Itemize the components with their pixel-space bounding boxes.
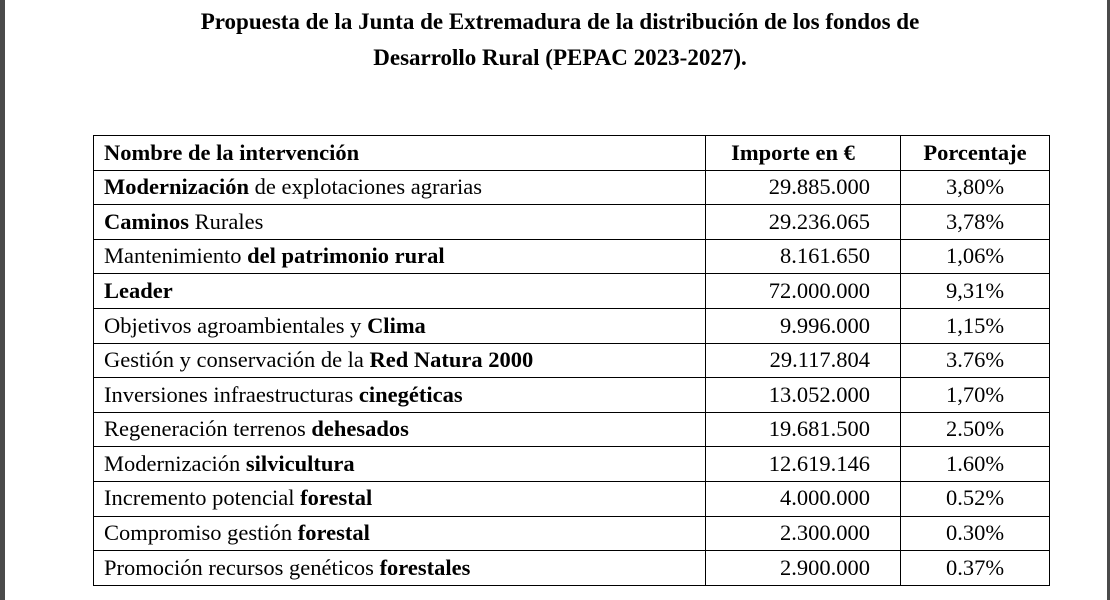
table-row [94, 170, 1050, 205]
percentage-cell: 0.30% [901, 516, 1050, 551]
amount-cell: 29.885.000 [706, 170, 901, 205]
header-intervention-name: Nombre de la intervención [94, 136, 706, 171]
intervention-name-cell [94, 378, 706, 413]
intervention-name-text: Promoción recursos genéticos [104, 554, 380, 580]
percentage-cell: 2.50% [901, 412, 1050, 447]
intervention-name-emphasis: Leader [104, 277, 173, 303]
header-amount: Importe en € [706, 136, 901, 171]
table-row [94, 205, 1050, 240]
intervention-name-text: Objetivos agroambientales y [104, 312, 368, 338]
intervention-name-cell [94, 516, 706, 551]
intervention-name-cell [94, 274, 706, 309]
intervention-name-cell [94, 343, 706, 378]
table-row [94, 551, 1050, 586]
percentage-cell: 9,31% [901, 274, 1050, 309]
intervention-name-text: Inversiones infraestructuras [104, 381, 359, 407]
intervention-name-emphasis: Modernización [104, 174, 249, 200]
intervention-name-emphasis: Red Natura 2000 [369, 347, 534, 373]
table-row [94, 343, 1050, 378]
percentage-cell: 1,70% [901, 378, 1050, 413]
table-row [94, 412, 1050, 447]
amount-cell: 8.161.650 [706, 239, 901, 274]
table-row [94, 378, 1050, 413]
intervention-name-text: Mantenimiento [104, 243, 248, 269]
intervention-name-emphasis: dehesados [311, 416, 409, 442]
percentage-cell: 0.37% [901, 551, 1050, 586]
intervention-name-cell [94, 412, 706, 447]
intervention-name-text: Gestión y conservación de la [104, 347, 370, 373]
intervention-name-text: Compromiso gestión [104, 520, 298, 546]
amount-cell: 29.117.804 [706, 343, 901, 378]
intervention-name-cell [94, 205, 706, 240]
intervention-name-cell [94, 239, 706, 274]
table-row [94, 308, 1050, 343]
table-row [94, 481, 1050, 516]
intervention-name-emphasis: silvicultura [245, 450, 355, 476]
amount-cell: 4.000.000 [706, 481, 901, 516]
intervention-name-cell [94, 170, 706, 205]
intervention-name-emphasis: cinegéticas [358, 381, 463, 407]
amount-cell: 12.619.146 [706, 447, 901, 482]
intervention-name-text: de explotaciones agrarias [248, 174, 483, 200]
percentage-cell: 1,15% [901, 308, 1050, 343]
intervention-name-emphasis: Caminos [104, 208, 190, 234]
intervention-name-text: Incremento potencial [104, 485, 301, 511]
intervention-name-emphasis: forestales [379, 554, 471, 580]
amount-cell: 2.300.000 [706, 516, 901, 551]
document-title [40, 4, 1080, 76]
amount-cell: 29.236.065 [706, 205, 901, 240]
window-left-border [0, 0, 5, 600]
intervention-name-emphasis: forestal [300, 485, 373, 511]
table-body [94, 170, 1050, 585]
percentage-cell: 1.60% [901, 447, 1050, 482]
amount-cell: 72.000.000 [706, 274, 901, 309]
intervention-name-emphasis: del patrimonio rural [247, 243, 445, 269]
intervention-name-emphasis: forestal [297, 520, 370, 546]
amount-cell: 13.052.000 [706, 378, 901, 413]
percentage-cell: 3,78% [901, 205, 1050, 240]
amount-cell: 2.900.000 [706, 551, 901, 586]
amount-cell: 19.681.500 [706, 412, 901, 447]
funds-distribution-table [93, 135, 1050, 586]
table-row [94, 447, 1050, 482]
table-row [94, 274, 1050, 309]
intervention-name-emphasis: Clima [367, 312, 426, 338]
intervention-name-text: Rurales [189, 208, 264, 234]
intervention-name-cell [94, 551, 706, 586]
percentage-cell: 3,80% [901, 170, 1050, 205]
percentage-cell: 1,06% [901, 239, 1050, 274]
intervention-name-text: Modernización [104, 450, 246, 476]
table-row [94, 239, 1050, 274]
table-header-row [94, 136, 1050, 171]
document-title-line-2: Desarrollo Rural (PEPAC 2023-2027). [373, 45, 747, 70]
percentage-cell: 0.52% [901, 481, 1050, 516]
document-title-line-1: Propuesta de la Junta de Extremadura de la distribución de los fondos de [200, 9, 920, 34]
header-percentage: Porcentaje [901, 136, 1050, 171]
table-row [94, 516, 1050, 551]
intervention-name-cell [94, 447, 706, 482]
intervention-name-cell [94, 481, 706, 516]
intervention-name-text: Regeneración terrenos [104, 416, 312, 442]
amount-cell: 9.996.000 [706, 308, 901, 343]
percentage-cell: 3.76% [901, 343, 1050, 378]
intervention-name-cell [94, 308, 706, 343]
